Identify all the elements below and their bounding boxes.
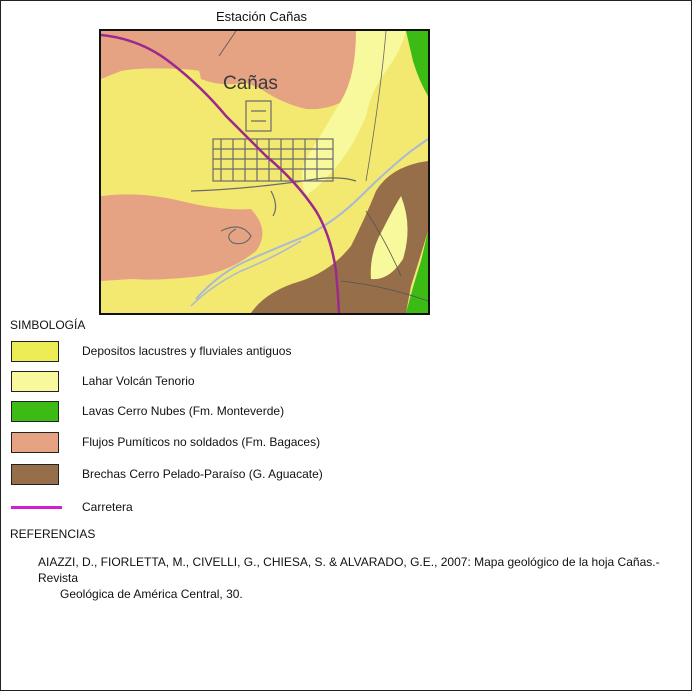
legend-title: SIMBOLOGÍA (10, 318, 86, 332)
legend-swatch (11, 464, 59, 485)
reference-line-1: AIAZZI, D., FIORLETTA, M., CIVELLI, G., CHIESA, S. & ALVARADO, G.E., 2007: Mapa geológico de la hoja Cañas.-Revista (38, 555, 660, 585)
legend-label: Carretera (82, 500, 133, 514)
legend-road-line (11, 506, 62, 509)
legend-item-brechas (11, 464, 511, 486)
legend-item-lacustres (11, 341, 511, 363)
geologic-map (99, 29, 430, 315)
legend-swatch (11, 432, 59, 453)
legend-item-pumiticos (11, 432, 511, 454)
reference-line-2: Geológica de América Central, 30. (60, 587, 243, 601)
legend-label: Depositos lacustres y fluviales antiguos (82, 344, 292, 358)
legend-swatch (11, 401, 59, 422)
legend-item-road (11, 497, 511, 519)
references-title: REFERENCIAS (10, 527, 96, 541)
legend-item-lavas (11, 401, 511, 423)
legend-item-lahar (11, 371, 511, 393)
legend-label: Lavas Cerro Nubes (Fm. Monteverde) (82, 404, 285, 418)
legend-label: Flujos Pumíticos no soldados (Fm. Bagaces) (82, 435, 321, 449)
geologic-map-svg (101, 31, 428, 313)
station-label: Estación Cañas (216, 9, 308, 24)
legend-label: Lahar Volcán Tenorio (82, 374, 195, 388)
town-label: Cañas (223, 73, 278, 94)
legend-swatch (11, 371, 59, 392)
legend-label: Brechas Cerro Pelado-Paraíso (G. Aguacate) (82, 467, 323, 481)
reference-citation (38, 554, 688, 602)
legend-swatch (11, 341, 59, 362)
